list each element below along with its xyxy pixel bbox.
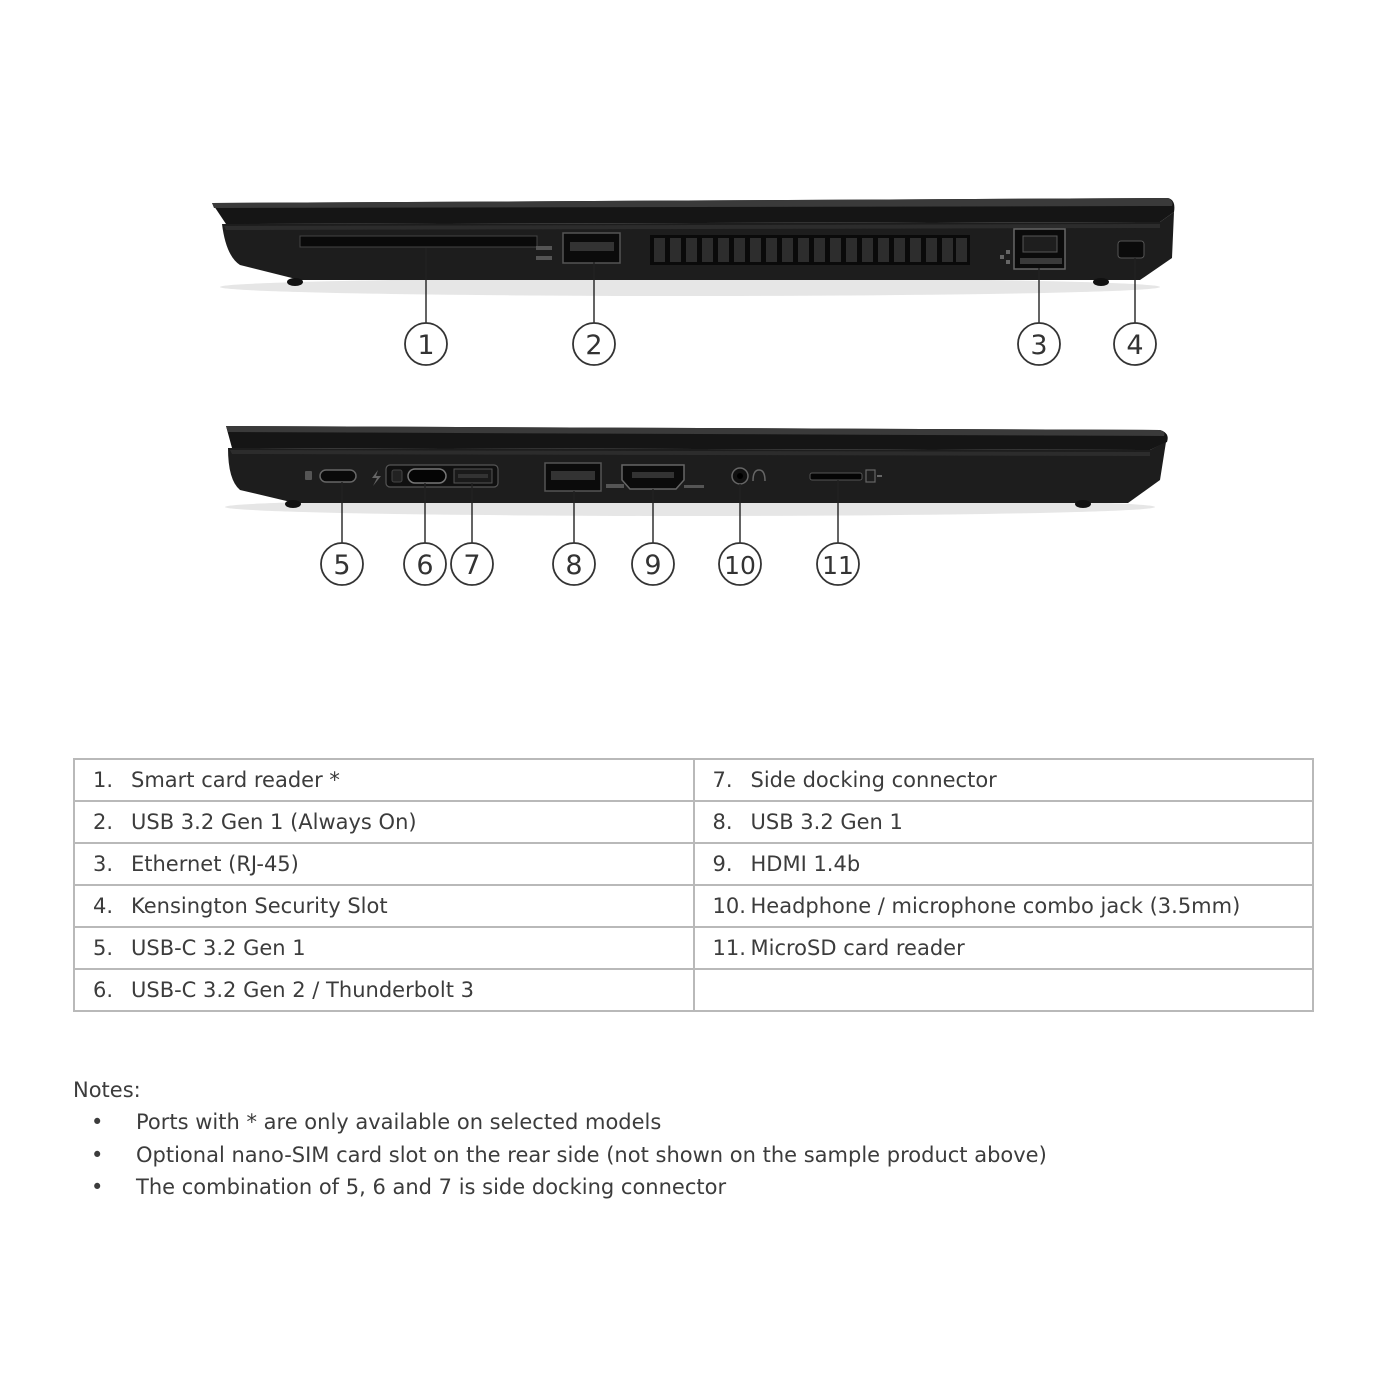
port-label: USB-C 3.2 Gen 2 / Thunderbolt 3 xyxy=(131,978,474,1002)
table-cell xyxy=(694,843,1314,885)
table-row xyxy=(74,801,1313,843)
table-cell xyxy=(74,885,694,927)
ethernet-port xyxy=(1014,229,1065,269)
callout-7-label: 7 xyxy=(463,550,481,581)
table-row xyxy=(74,759,1313,801)
ports-table xyxy=(73,758,1314,1012)
hdmi-label-icon xyxy=(684,485,704,488)
port-number: 7. xyxy=(712,768,733,792)
callout-3-label: 3 xyxy=(1030,330,1048,361)
port-label: Headphone / microphone combo jack (3.5mm) xyxy=(750,894,1241,918)
table-cell-empty xyxy=(694,969,1314,1011)
table-cell xyxy=(74,759,694,801)
laptop-right-side-view xyxy=(212,198,1174,324)
table-row xyxy=(74,927,1313,969)
port-label: MicroSD card reader xyxy=(750,936,965,960)
callout-2 xyxy=(573,323,615,365)
port-label: Side docking connector xyxy=(750,768,997,792)
note-text: Ports with * are only available on selected models xyxy=(136,1110,662,1134)
bullet-icon: • xyxy=(91,1142,104,1167)
callout-3 xyxy=(1018,323,1060,365)
table-cell xyxy=(74,801,694,843)
audio-jack-10 xyxy=(732,468,748,484)
ventilation-grille xyxy=(650,235,970,265)
port-number: 1. xyxy=(93,768,114,792)
callout-7 xyxy=(451,543,493,585)
port-label: USB 3.2 Gen 1 (Always On) xyxy=(131,810,417,834)
table-row xyxy=(74,969,1313,1011)
table-row xyxy=(74,843,1313,885)
port-number: 10. xyxy=(712,894,746,918)
port-number: 8. xyxy=(712,810,733,834)
port-number: 2. xyxy=(93,810,114,834)
usb-c-port-5 xyxy=(320,470,356,482)
power-plug-icon xyxy=(305,471,312,480)
port-number: 6. xyxy=(93,978,114,1002)
callout-5 xyxy=(321,543,363,585)
note-text: The combination of 5, 6 and 7 is side docking connector xyxy=(136,1175,727,1199)
port-number: 3. xyxy=(93,852,114,876)
callout-10 xyxy=(719,543,761,585)
port-number: 4. xyxy=(93,894,114,918)
callout-11-label: 11 xyxy=(822,551,854,580)
table-row xyxy=(74,885,1313,927)
callout-6 xyxy=(404,543,446,585)
table-cell xyxy=(694,885,1314,927)
side-docking-connector-7 xyxy=(454,469,492,483)
table-cell xyxy=(74,843,694,885)
list-item xyxy=(73,1106,1323,1139)
port-label: USB-C 3.2 Gen 1 xyxy=(131,936,306,960)
table-cell xyxy=(694,759,1314,801)
callout-8-label: 8 xyxy=(565,550,583,581)
smart-card-slot xyxy=(300,236,537,247)
laptop-left-side-view xyxy=(225,426,1168,543)
port-label: Smart card reader * xyxy=(131,768,340,792)
port-number: 5. xyxy=(93,936,114,960)
port-label: HDMI 1.4b xyxy=(750,852,861,876)
laptop-side-view-diagram xyxy=(0,0,1400,680)
table-cell xyxy=(694,801,1314,843)
bullet-icon: • xyxy=(91,1175,104,1199)
usb-a-port-top xyxy=(563,233,620,263)
port-label: Ethernet (RJ-45) xyxy=(131,852,299,876)
callout-2-label: 2 xyxy=(585,330,603,361)
callout-4 xyxy=(1114,323,1156,365)
usb-a-port-8 xyxy=(545,463,601,491)
callout-1-label: 1 xyxy=(417,330,435,361)
callout-1 xyxy=(405,323,447,365)
notes-title: Notes: xyxy=(73,1078,141,1102)
port-label: Kensington Security Slot xyxy=(131,894,388,918)
callout-8 xyxy=(553,543,595,585)
notes-list xyxy=(73,1106,1323,1204)
table-cell xyxy=(74,927,694,969)
table-cell xyxy=(694,927,1314,969)
microsd-slot-11 xyxy=(810,473,862,480)
callout-11 xyxy=(817,543,859,585)
port-number: 11. xyxy=(712,936,746,960)
callout-9 xyxy=(632,543,674,585)
bullet-icon: • xyxy=(91,1110,104,1134)
callout-4-label: 4 xyxy=(1126,330,1144,361)
callout-9-label: 9 xyxy=(644,550,662,581)
usb-ss-icon xyxy=(606,484,624,488)
note-text: Optional nano-SIM card slot on the rear side (not shown on the sample product above) xyxy=(136,1142,1047,1167)
hdmi-port-9 xyxy=(622,465,684,489)
table-cell xyxy=(74,969,694,1011)
kensington-lock-slot xyxy=(1118,241,1144,258)
port-label: USB 3.2 Gen 1 xyxy=(750,810,903,834)
port-number: 9. xyxy=(712,852,733,876)
list-item xyxy=(73,1139,1323,1172)
callout-10-label: 10 xyxy=(724,551,756,580)
notes-section xyxy=(73,1078,1323,1204)
callout-5-label: 5 xyxy=(333,550,351,581)
callout-6-label: 6 xyxy=(416,550,434,581)
list-item xyxy=(73,1171,1323,1204)
